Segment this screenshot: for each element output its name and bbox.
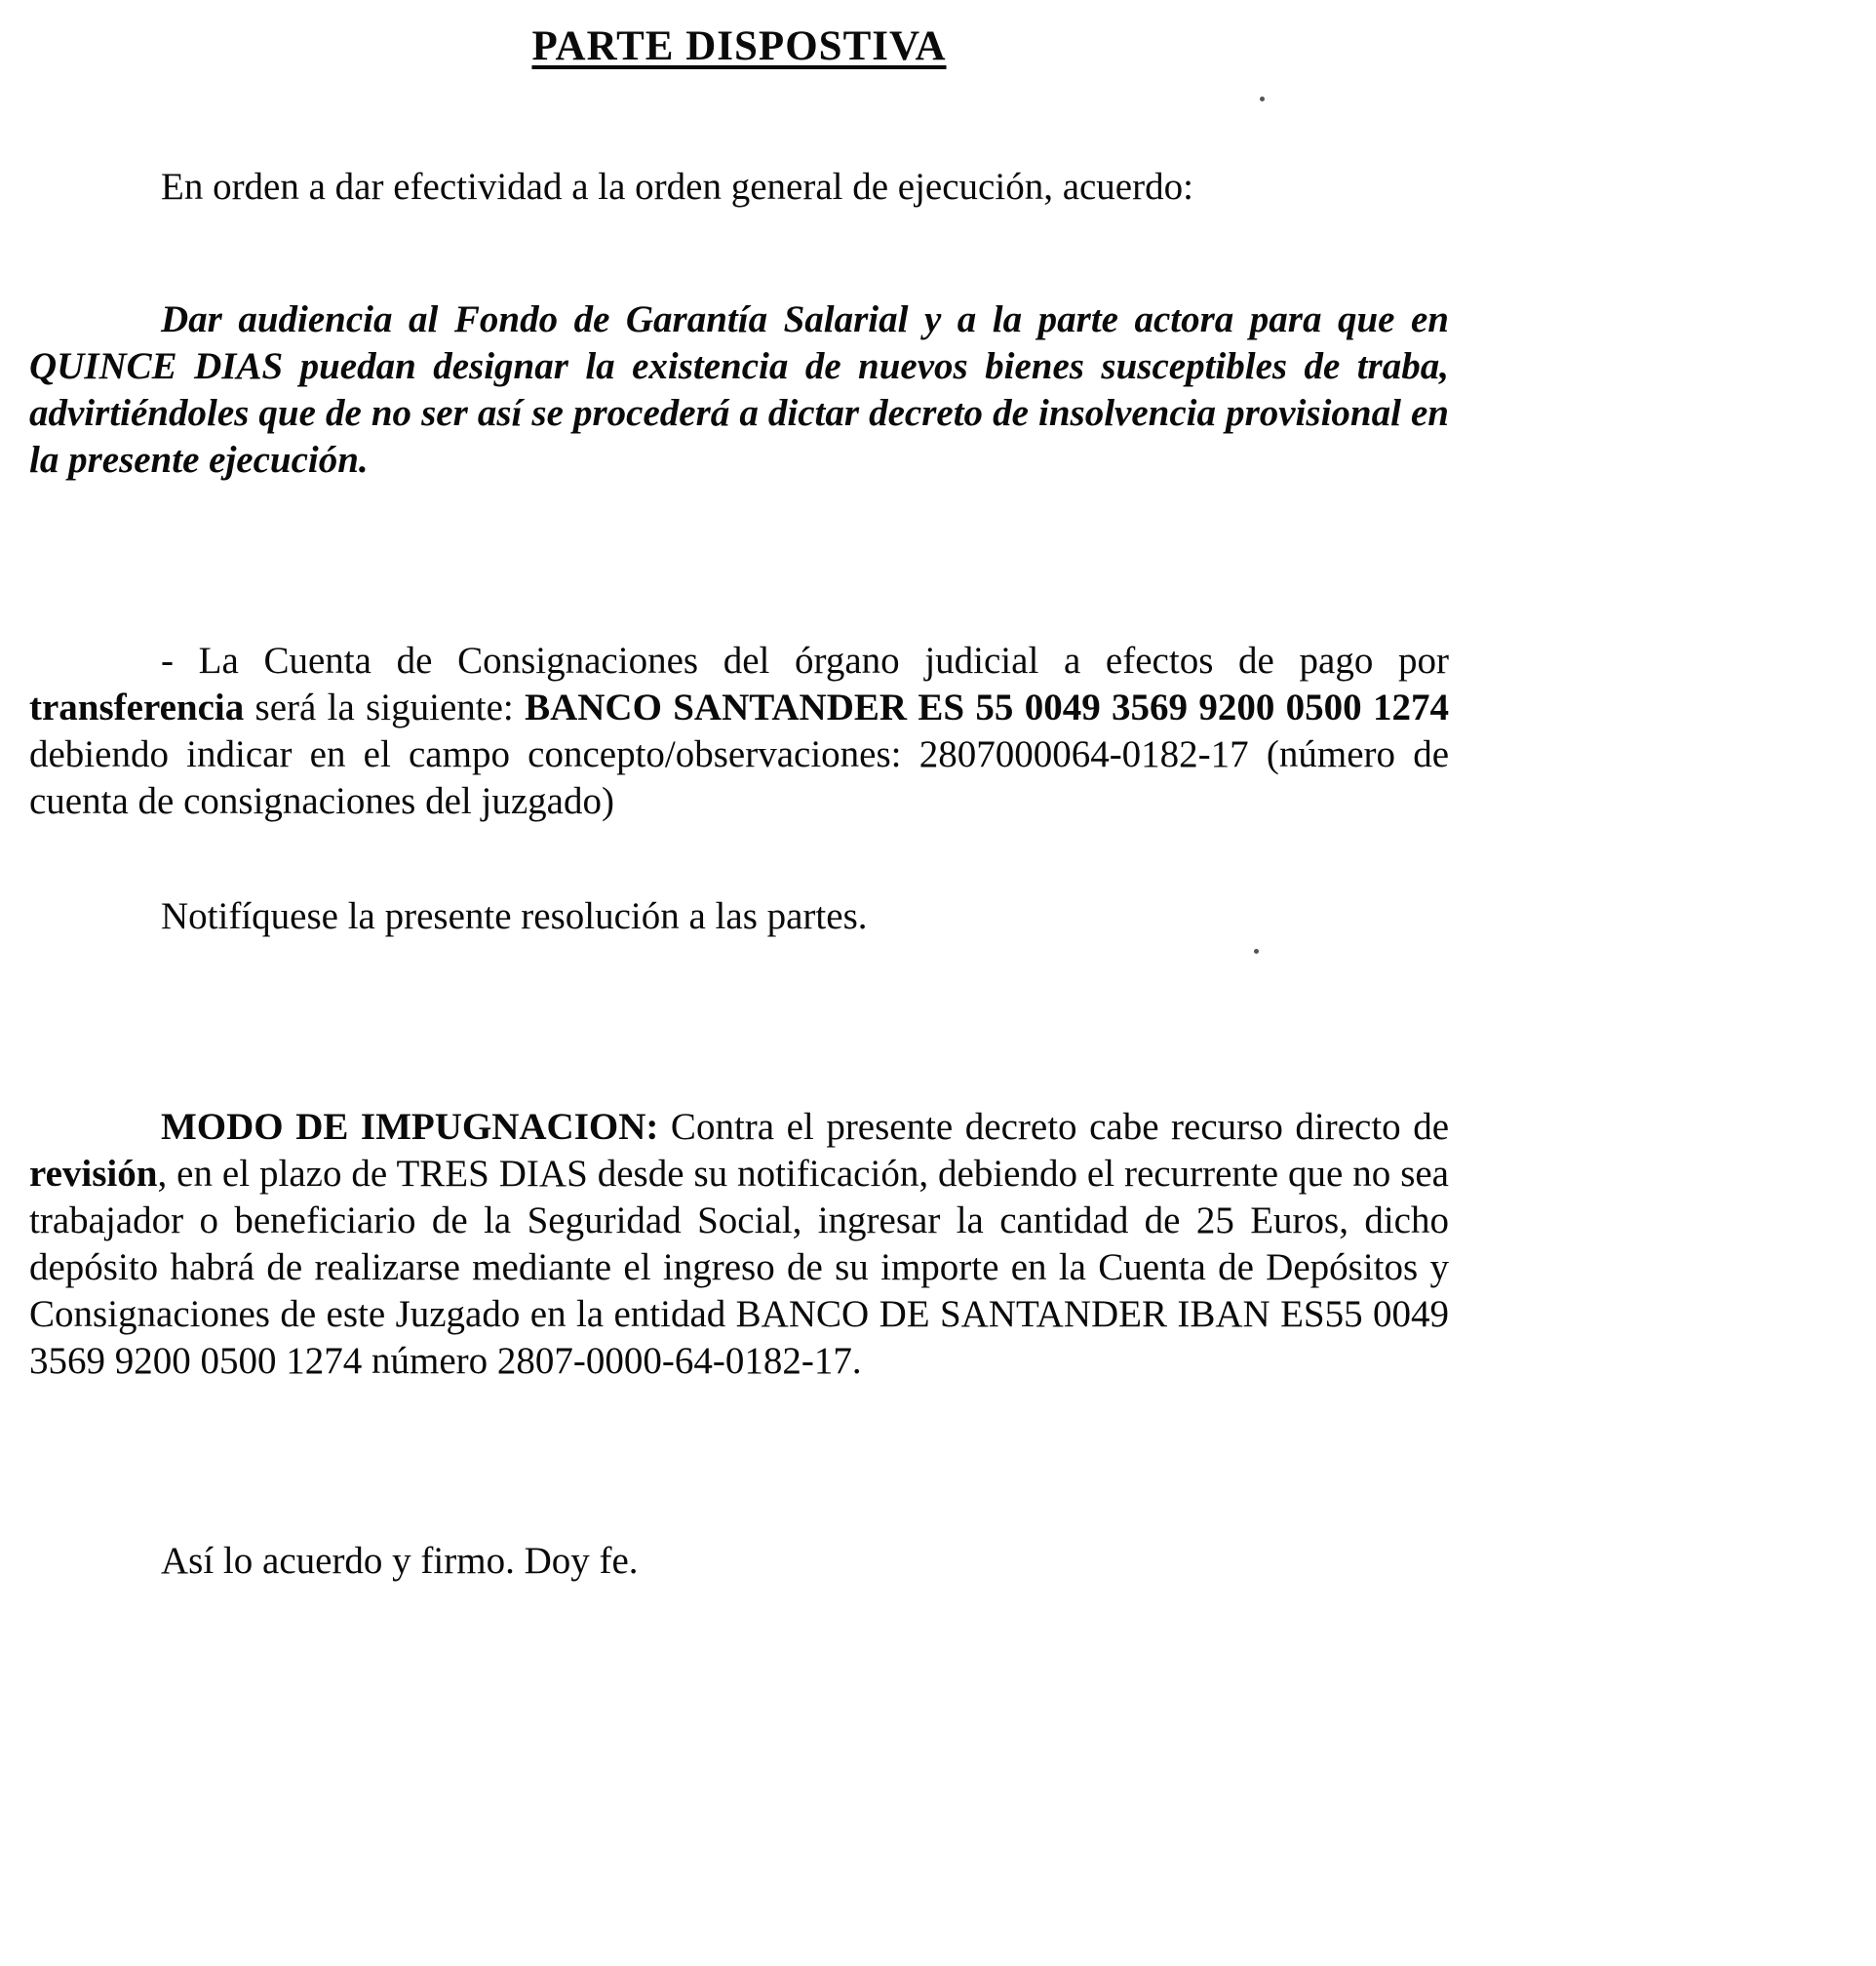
- document-title: PARTE DISPOSTIVA: [531, 23, 947, 69]
- paragraph-notifiquese: Notifíquese la presente resolución a las partes.: [161, 895, 868, 937]
- cuenta-text-lead: - La Cuenta de Consignaciones del órgano judicial a efectos de pago por: [161, 640, 1449, 682]
- impugnacion-text-lead: Contra el presente decreto cabe recurso directo de: [658, 1106, 1450, 1148]
- cuenta-text-tail: debiendo indicar en el campo concepto/observaciones: 2807000064-0182-17 (número de cuenta de consignaciones del juzgado): [29, 733, 1449, 822]
- scan-artifact-dot: [1254, 949, 1259, 954]
- paragraph-audiencia-fogasa: Dar audiencia al Fondo de Garantía Salarial y a la parte actora para que en QUINCE DIAS puedan designar la existencia de nuevos bienes susceptibles de traba, advirtiéndoles que de no ser así se procederá a dictar decreto de insolvencia provisional en la presente ejecución.: [29, 298, 1449, 481]
- impugnacion-heading-bold: MODO DE IMPUGNACION:: [161, 1106, 659, 1148]
- cuenta-transferencia-bold: transferencia: [29, 687, 245, 728]
- paragraph-intro: En orden a dar efectividad a la orden general de ejecución, acuerdo:: [161, 166, 1193, 208]
- impugnacion-text-tail: , en el plazo de TRES DIAS desde su notificación, debiendo el recurrente que no sea trabajador o beneficiario de la Seguridad Social, ingresar la cantidad de 25 Euros, dicho depósito habrá de realizarse mediante el ingreso de su importe en la Cuenta de Depósitos y Consignaciones de este Juzgado en la entidad BANCO DE SANTANDER IBAN ES55 0049 3569 9200 0500 1274 número 2807-0000-64-0182-17.: [29, 1153, 1449, 1382]
- paragraph-cuenta-consignaciones: [29, 638, 1449, 825]
- document-body: [29, 0, 1449, 1585]
- paragraph-cierre-firma: Así lo acuerdo y firmo. Doy fe.: [161, 1540, 639, 1582]
- cuenta-text-mid: será la siguiente:: [244, 687, 526, 728]
- impugnacion-revision-bold: revisión: [29, 1153, 158, 1195]
- paragraph-modo-impugnacion: [29, 1104, 1449, 1385]
- cuenta-iban-bold: BANCO SANTANDER ES 55 0049 3569 9200 0500 1274: [525, 687, 1449, 728]
- scan-artifact-dot: [1260, 97, 1265, 101]
